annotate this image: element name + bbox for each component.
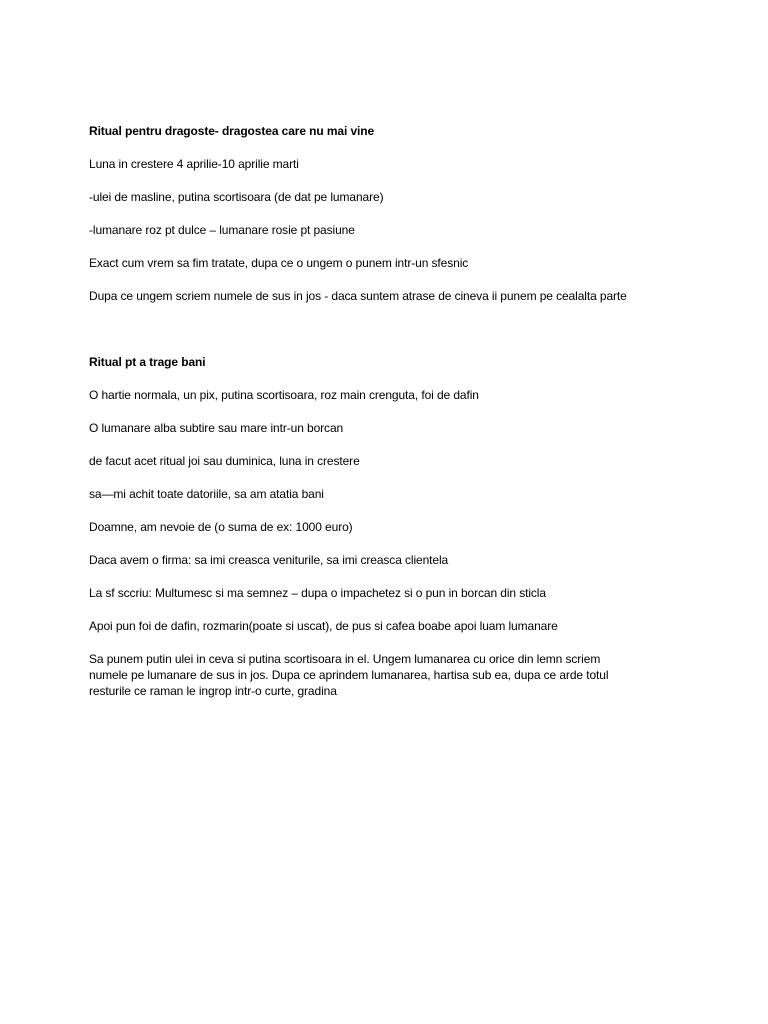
section2-line-4: sa—mi achit toate datoriile, sa am atatia bani [89, 487, 324, 501]
section1-title: Ritual pentru dragoste- dragostea care nu mai vine [89, 124, 375, 138]
section2-line-6: Daca avem o firma: sa imi creasca veniturile, sa imi creasca clientela [89, 553, 449, 567]
section1-line-3: -lumanare roz pt dulce – lumanare rosie pt pasiune [89, 223, 355, 237]
section1-line-2: -ulei de masline, putina scortisoara (de dat pe lumanare) [89, 190, 384, 204]
paragraph-line: numele pe lumanare de sus in jos. Dupa ce aprindem lumanarea, hartisa sub ea, dupa ce arde totul [89, 668, 609, 682]
paragraph-line: Sa punem putin ulei in ceva si putina scortisoara in el. Ungem lumanarea cu orice din lemn scriem [89, 652, 601, 666]
section2-title: Ritual pt a trage bani [89, 355, 206, 369]
section1-line-4: Exact cum vrem sa fim tratate, dupa ce o ungem o punem intr-un sfesnic [89, 256, 469, 270]
section2-line-5: Doamne, am nevoie de (o suma de ex: 1000 euro) [89, 520, 353, 534]
section2-line-1: O hartie normala, un pix, putina scortisoara, roz main crenguta, foi de dafin [89, 388, 479, 402]
section2-line-7: La sf sccriu: Multumesc si ma semnez – dupa o impachetez si o pun in borcan din sticla [89, 586, 546, 600]
section2-final-paragraph [89, 651, 699, 699]
section2-line-3: de facut acet ritual joi sau duminica, luna in crestere [89, 454, 360, 468]
section1-line-1: Luna in crestere 4 aprilie-10 aprilie marti [89, 157, 299, 171]
section2-line-2: O lumanare alba subtire sau mare intr-un borcan [89, 421, 344, 435]
section2-line-8: Apoi pun foi de dafin, rozmarin(poate si uscat), de pus si cafea boabe apoi luam lumanare [89, 619, 558, 633]
section1-line-5: Dupa ce ungem scriem numele de sus in jos - daca suntem atrase de cineva ii punem pe cealalta parte [89, 289, 627, 303]
paragraph-line: resturile ce raman le ingrop intr-o curte, gradina [89, 684, 337, 698]
document-page [89, 123, 699, 699]
